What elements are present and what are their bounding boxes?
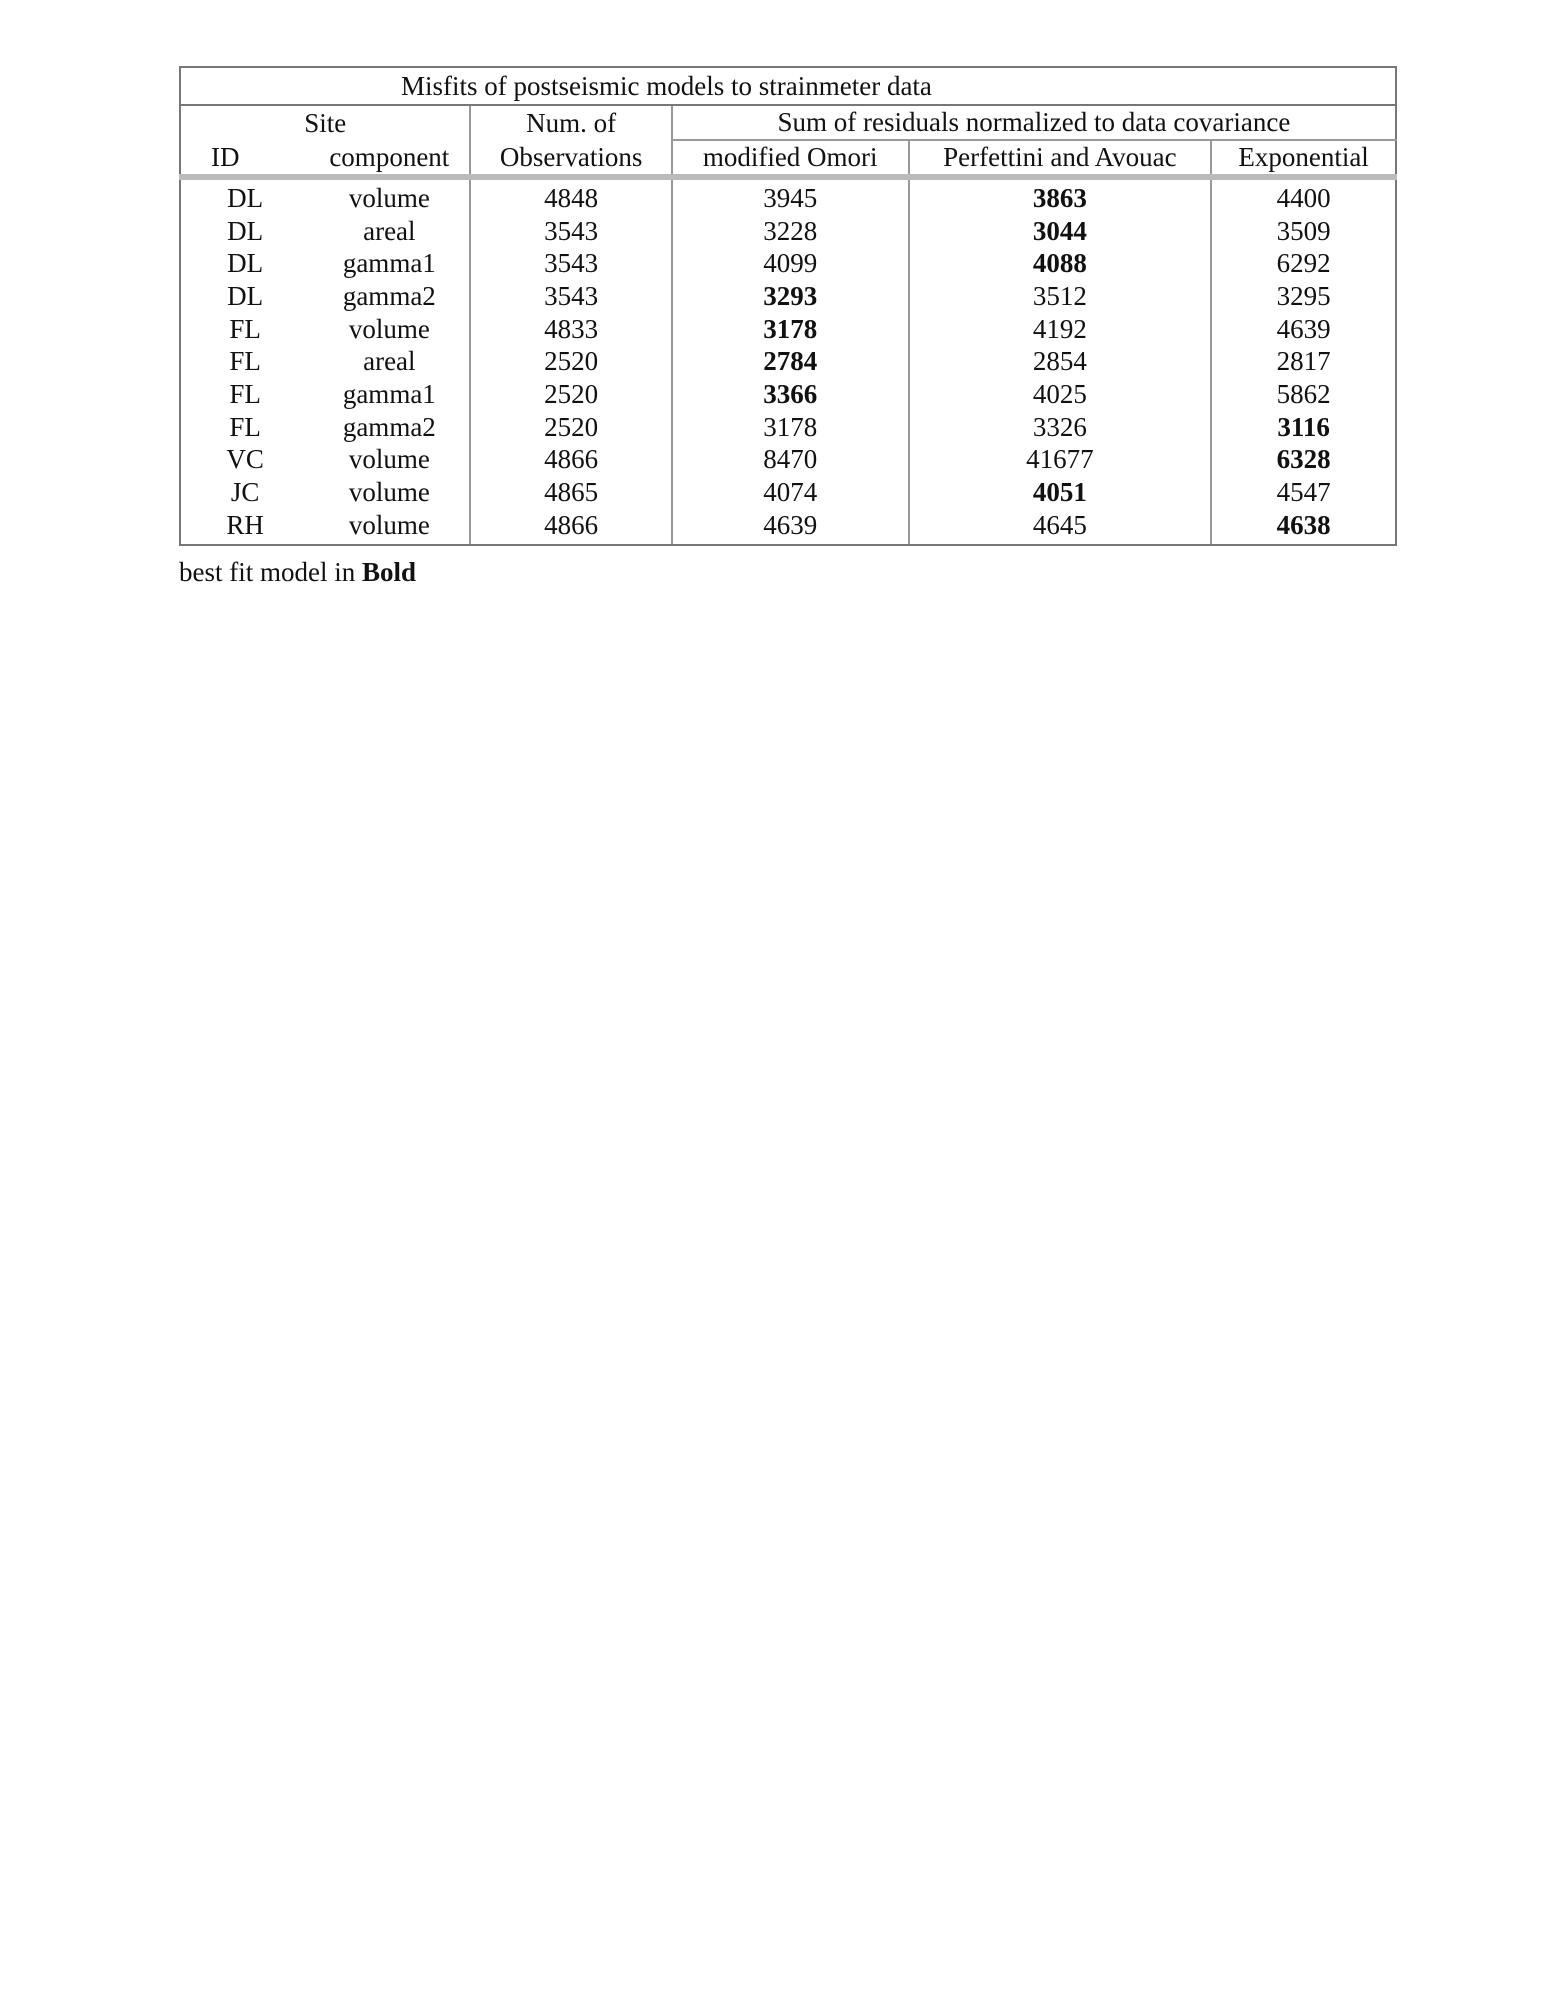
- cell-component: volume: [348, 313, 430, 344]
- cell-perfettini-avouac: 4025: [909, 378, 1212, 411]
- cell-id: RH: [180, 509, 309, 545]
- cell-observations: 4833: [470, 313, 671, 346]
- cell-component: volume: [348, 182, 430, 213]
- cell-id: FL: [180, 378, 309, 411]
- cell-id: DL: [180, 247, 309, 280]
- cell-perfettini-avouac: 3326: [909, 411, 1212, 444]
- header-perfettini-avouac: Perfettini and Avouac: [909, 140, 1212, 177]
- cell-observations: 4866: [470, 444, 671, 477]
- cell-modified-omori: 3178: [672, 411, 909, 444]
- cell-exponential: 3509: [1211, 215, 1396, 248]
- cell-observations: 3543: [470, 247, 671, 280]
- table-row: [180, 509, 1396, 545]
- cell-modified-omori: 2784: [672, 345, 909, 378]
- cell-component: areal: [363, 346, 416, 377]
- cell-exponential: 2817: [1211, 345, 1396, 378]
- table-row: [180, 411, 1396, 444]
- footnote-text: best fit model in: [179, 557, 362, 587]
- cell-modified-omori: 4639: [672, 509, 909, 545]
- cell-component: volume: [348, 477, 430, 508]
- cell-exponential: 4547: [1211, 476, 1396, 509]
- cell-component: volume: [309, 509, 470, 545]
- cell-exponential: 4639: [1211, 313, 1396, 346]
- cell-id: FL: [180, 411, 309, 444]
- header-num-of: Num. of: [470, 105, 671, 140]
- table-row: [180, 476, 1396, 509]
- table-row: [180, 280, 1396, 313]
- header-row-2: [180, 140, 1396, 177]
- table-row: [180, 313, 1396, 346]
- cell-observations: 2520: [470, 378, 671, 411]
- cell-id: FL: [180, 313, 309, 346]
- cell-id: DL: [180, 177, 309, 215]
- cell-perfettini-avouac: 4192: [909, 313, 1212, 346]
- cell-id: JC: [180, 476, 309, 509]
- table-row: [180, 345, 1396, 378]
- cell-exponential: 3295: [1211, 280, 1396, 313]
- cell-exponential: 3116: [1211, 411, 1396, 444]
- cell-modified-omori: 3178: [672, 313, 909, 346]
- header-observations: Observations: [470, 140, 671, 177]
- cell-observations: 4848: [470, 177, 671, 215]
- cell-exponential: 4400: [1211, 177, 1396, 215]
- table-row: [180, 177, 1396, 215]
- header-exponential: Exponential: [1211, 140, 1396, 177]
- cell-modified-omori: 8470: [672, 444, 909, 477]
- cell-perfettini-avouac: 4051: [909, 476, 1212, 509]
- cell-id: FL: [180, 345, 309, 378]
- cell-perfettini-avouac: 2854: [909, 345, 1212, 378]
- cell-component: gamma1: [342, 378, 436, 409]
- table-body: [180, 177, 1396, 545]
- cell-modified-omori: 4074: [672, 476, 909, 509]
- cell-component: areal: [363, 215, 416, 246]
- cell-perfettini-avouac: 41677: [909, 444, 1212, 477]
- cell-id: DL: [180, 280, 309, 313]
- cell-perfettini-avouac: 4088: [909, 247, 1212, 280]
- cell-exponential: 6292: [1211, 247, 1396, 280]
- cell-exponential: 6328: [1211, 444, 1396, 477]
- cell-modified-omori: 3366: [672, 378, 909, 411]
- header-modified-omori: modified Omori: [672, 140, 909, 177]
- cell-component: gamma2: [342, 280, 436, 311]
- cell-modified-omori: 3945: [672, 177, 909, 215]
- cell-observations: 4866: [470, 509, 671, 545]
- cell-modified-omori: 3293: [672, 280, 909, 313]
- header-component: component: [309, 140, 470, 177]
- cell-id: VC: [180, 444, 309, 477]
- cell-perfettini-avouac: 3044: [909, 215, 1212, 248]
- header-site: Site: [180, 105, 470, 140]
- table-row: [180, 444, 1396, 477]
- cell-observations: 2520: [470, 345, 671, 378]
- footnote-bold: Bold: [361, 557, 417, 587]
- cell-component: gamma1: [342, 248, 436, 279]
- header-sum-residuals: Sum of residuals normalized to data covariance: [672, 105, 1396, 140]
- cell-perfettini-avouac: 3512: [909, 280, 1212, 313]
- cell-id: DL: [180, 215, 309, 248]
- header-row-1: [180, 105, 1396, 140]
- table-title: Misfits of postseismic models to strainmeter data: [180, 67, 1396, 105]
- table-row: [180, 247, 1396, 280]
- cell-component: gamma2: [342, 411, 436, 442]
- cell-perfettini-avouac: 3863: [909, 177, 1212, 215]
- header-id: ID: [180, 140, 309, 177]
- cell-modified-omori: 3228: [672, 215, 909, 248]
- table-caption-row: [180, 67, 1396, 105]
- cell-perfettini-avouac: 4645: [909, 509, 1212, 545]
- cell-exponential: 4638: [1211, 509, 1396, 545]
- table-row: [180, 378, 1396, 411]
- misfits-table: [179, 66, 1397, 546]
- cell-observations: 3543: [470, 215, 671, 248]
- cell-observations: 2520: [470, 411, 671, 444]
- cell-component: volume: [348, 444, 430, 475]
- table-row: [180, 215, 1396, 248]
- cell-modified-omori: 4099: [672, 247, 909, 280]
- cell-observations: 3543: [470, 280, 671, 313]
- cell-observations: 4865: [470, 476, 671, 509]
- cell-exponential: 5862: [1211, 378, 1396, 411]
- footnote: [179, 556, 416, 588]
